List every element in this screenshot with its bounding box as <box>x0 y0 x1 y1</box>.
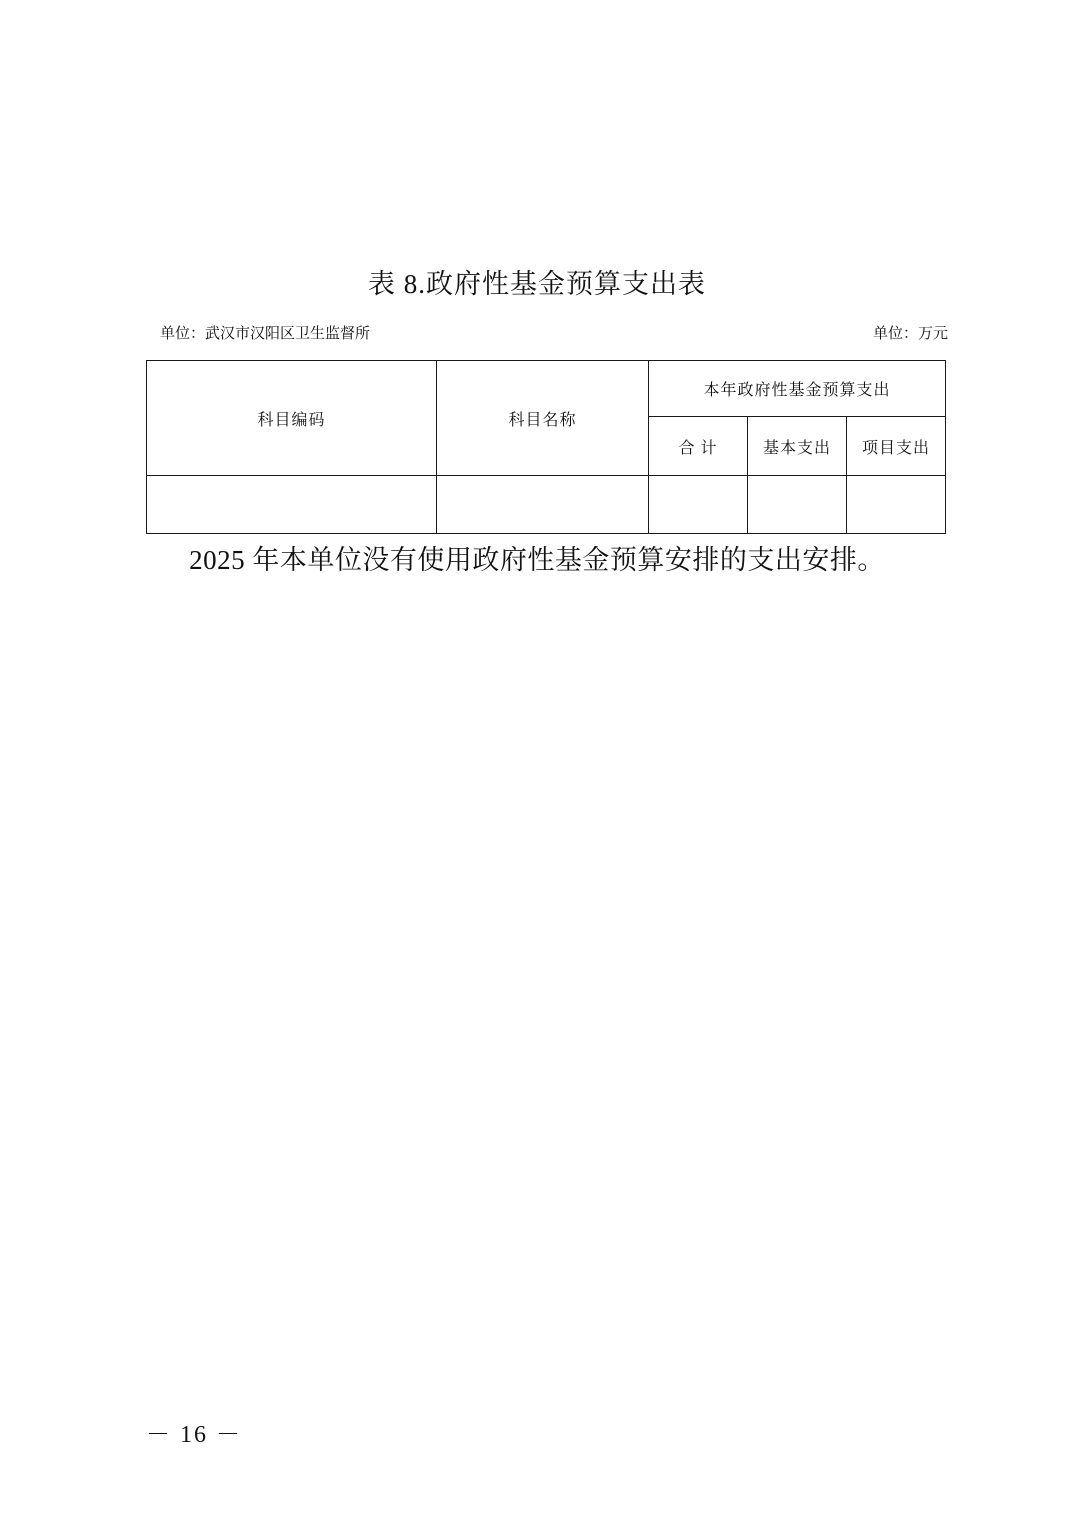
header-project-expenditure: 项目支出 <box>847 417 946 476</box>
table-row <box>147 476 946 534</box>
cell-subject-name <box>437 476 649 534</box>
header-gov-fund-expenditure: 本年政府性基金预算支出 <box>649 361 946 417</box>
cell-basic-expenditure <box>748 476 847 534</box>
table-meta-row <box>148 322 948 344</box>
header-total: 合 计 <box>649 417 748 476</box>
cell-project-expenditure <box>847 476 946 534</box>
amount-unit-label: 单位：万元 <box>872 326 948 342</box>
page-number: － 16 － <box>146 1422 242 1448</box>
cell-subject-code <box>147 476 437 534</box>
budget-table <box>146 360 946 534</box>
page-title: 表 8.政府性基金预算支出表 <box>368 269 706 299</box>
header-basic-expenditure: 基本支出 <box>748 417 847 476</box>
table-header-row-1 <box>147 361 946 417</box>
unit-label: 单位：武汉市汉阳区卫生监督所 <box>160 326 371 342</box>
cell-total <box>649 476 748 534</box>
header-subject-name: 科目名称 <box>437 361 649 476</box>
header-subject-code: 科目编码 <box>147 361 437 476</box>
table-note: 2025 年本单位没有使用政府性基金预算安排的支出安排。 <box>189 545 885 575</box>
